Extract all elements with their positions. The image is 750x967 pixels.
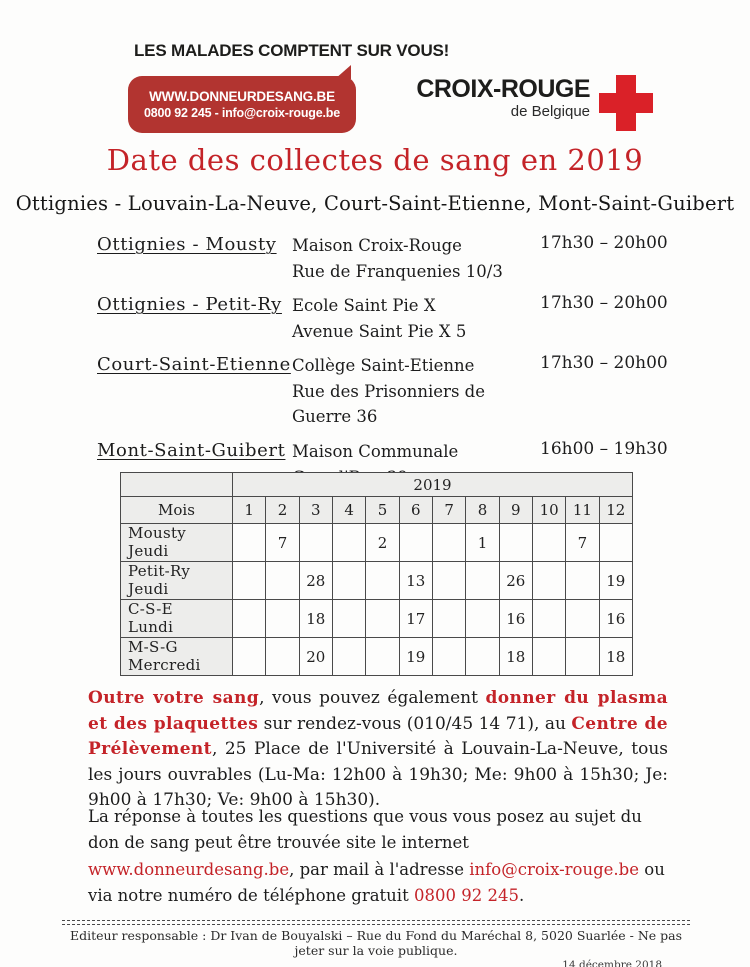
- highlighted-text: donner du plasma et des plaquettes: [88, 688, 668, 734]
- location-place: [292, 353, 540, 430]
- date-cell: 1: [466, 524, 499, 562]
- date-cell: [366, 600, 399, 638]
- month-number-cell: 8: [466, 497, 499, 524]
- location-place: [292, 233, 540, 284]
- date-cell: [532, 562, 565, 600]
- date-cell: [466, 600, 499, 638]
- date-cell: [233, 638, 266, 676]
- month-number-cell: 6: [399, 497, 432, 524]
- date-cell: [532, 600, 565, 638]
- banner-phone-email: 0800 92 245 - info@croix-rouge.be: [144, 106, 340, 120]
- date-cell: [532, 524, 565, 562]
- date-cell: 7: [566, 524, 599, 562]
- location-venue: Maison Croix-Rouge: [292, 236, 462, 255]
- highlighted-text: 0800 92 245: [413, 886, 519, 906]
- date-cell: 2: [366, 524, 399, 562]
- table-corner-cell: [121, 473, 233, 497]
- month-number-cell: 4: [332, 497, 365, 524]
- row-label-cell: Mousty Jeudi: [121, 524, 233, 562]
- red-cross-icon: [599, 75, 653, 131]
- date-cell: [332, 524, 365, 562]
- location-entry: [97, 233, 682, 284]
- date-cell: [299, 524, 332, 562]
- schedule-table: [120, 472, 633, 676]
- body-text: ou via notre numéro de téléphone gratuit: [88, 859, 665, 906]
- location-address: Avenue Saint Pie X 5: [292, 321, 467, 341]
- page-subtitle: Ottignies - Louvain-La-Neuve, Court-Saint-Etienne, Mont-Saint-Guibert: [15, 192, 735, 215]
- location-name: Ottignies - Mousty: [97, 234, 277, 255]
- date-cell: [332, 638, 365, 676]
- editor-line: Editeur responsable : Dr Ivan de Bouyalski – Rue du Fond du Maréchal 8, 5020 Suarlée - Ne pas jeter sur la voie publique.: [70, 928, 682, 958]
- banner-tail-shape: [335, 65, 351, 79]
- date-cell: [366, 638, 399, 676]
- date-cell: 28: [299, 562, 332, 600]
- date-cell: [432, 600, 465, 638]
- body-text: , par mail à l'adresse: [289, 859, 470, 879]
- footer: [62, 920, 690, 967]
- page-title: Date des collectes de sang en 2019: [106, 143, 644, 177]
- date-cell: [233, 562, 266, 600]
- date-cell: [233, 600, 266, 638]
- location-place: [292, 293, 540, 344]
- highlighted-text: www.donneurdesang.be: [88, 859, 290, 879]
- month-number-cell: 9: [499, 497, 532, 524]
- month-number-cell: 5: [366, 497, 399, 524]
- plasma-paragraph: [88, 686, 668, 814]
- red-banner: [128, 76, 356, 133]
- date-cell: 19: [599, 562, 632, 600]
- date-cell: 18: [499, 638, 532, 676]
- dashed-divider: [62, 920, 690, 925]
- body-text: .: [518, 886, 525, 906]
- location-name: Ottignies - Petit-Ry: [97, 294, 282, 316]
- date-cell: 18: [299, 600, 332, 638]
- date-cell: [466, 638, 499, 676]
- table-row: [121, 524, 633, 562]
- location-hours: 17h30 – 20h00: [540, 293, 668, 314]
- logo-text: [416, 77, 590, 120]
- date-cell: 16: [599, 600, 632, 638]
- table-row: [121, 638, 633, 676]
- month-number-cell: 1: [233, 497, 266, 524]
- date-cell: [432, 638, 465, 676]
- location-hours: 17h30 – 20h00: [540, 233, 668, 253]
- highlighted-text: info@croix-rouge.be: [469, 859, 640, 879]
- location-hours: 16h00 – 19h30: [540, 438, 668, 459]
- location-venue: Maison Communale: [292, 441, 459, 461]
- row-label-cell: M-S-G Mercredi: [121, 638, 233, 676]
- date-cell: 19: [399, 638, 432, 676]
- location-hours: 17h30 – 20h00: [540, 353, 668, 374]
- table-row: [121, 600, 633, 638]
- date-cell: 20: [299, 638, 332, 676]
- date-cell: [466, 562, 499, 600]
- row-label-cell: C-S-E Lundi: [121, 600, 233, 638]
- date-cell: 26: [499, 562, 532, 600]
- date-cell: [399, 524, 432, 562]
- highlighted-text: Centre de Prélèvement: [88, 713, 668, 759]
- date-cell: [332, 600, 365, 638]
- month-number-cell: 10: [532, 497, 565, 524]
- location-entry: [97, 293, 682, 344]
- date-cell: 17: [399, 600, 432, 638]
- body-text: , 25 Place de l'Université à Louvain-La-Neuve, tous les jours ouvrables (Lu-Ma: 12h00 à 19h30; Me: 9h00 à 15h30; Je: 9h00 à 17h30; Ve: 9h00 à 15h30).: [88, 739, 668, 810]
- banner-website: WWW.DONNEURDESANG.BE: [149, 89, 335, 104]
- date-cell: [266, 562, 299, 600]
- logo-name: CROIX-ROUGE: [416, 75, 590, 103]
- year-header-cell: 2019: [233, 473, 633, 497]
- date-cell: [432, 524, 465, 562]
- location-name: Mont-Saint-Guibert: [97, 439, 286, 461]
- date-cell: 13: [399, 562, 432, 600]
- location-venue: Collège Saint-Etienne: [292, 356, 475, 376]
- body-text: sur rendez-vous (010/45 14 71), au: [258, 713, 572, 734]
- location-venue: Ecole Saint Pie X: [292, 296, 436, 316]
- month-number-cell: 12: [599, 497, 632, 524]
- logo-subname: de Belgique: [510, 103, 590, 120]
- month-number-cell: 3: [299, 497, 332, 524]
- table-row: [121, 562, 633, 600]
- body-text: , vous pouvez également: [259, 688, 486, 708]
- month-header-cell: Mois: [121, 497, 233, 524]
- date-cell: [233, 524, 266, 562]
- location-address: Rue de Franquenies 10/3: [292, 261, 503, 281]
- tagline: LES MALADES COMPTENT SUR VOUS!: [134, 41, 450, 60]
- date-cell: [566, 562, 599, 600]
- date-cell: [532, 638, 565, 676]
- date-cell: [432, 562, 465, 600]
- body-text: La réponse à toutes les questions que vous vous posez au sujet du don de sang peut être trouvée site le internet: [88, 807, 642, 853]
- date-cell: [266, 638, 299, 676]
- date-cell: [599, 524, 632, 562]
- month-number-cell: 11: [566, 497, 599, 524]
- location-name: Court-Saint-Etienne: [97, 354, 291, 376]
- date-cell: [332, 562, 365, 600]
- month-number-cell: 7: [432, 497, 465, 524]
- document-date: 14 décembre 2018: [562, 959, 662, 967]
- contact-paragraph: [88, 804, 668, 910]
- location-entry: [97, 353, 682, 430]
- highlighted-text: Outre votre sang: [88, 688, 260, 708]
- locations-list: [97, 233, 682, 499]
- location-address: Rue des Prisonniers de Guerre 36: [292, 381, 485, 427]
- row-label-cell: Petit-Ry Jeudi: [121, 562, 233, 600]
- date-cell: 18: [599, 638, 632, 676]
- date-cell: [366, 562, 399, 600]
- date-cell: [566, 638, 599, 676]
- date-cell: [266, 600, 299, 638]
- croix-rouge-logo: [416, 77, 653, 131]
- date-cell: 16: [499, 600, 532, 638]
- date-cell: [499, 524, 532, 562]
- month-number-cell: 2: [266, 497, 299, 524]
- date-cell: [566, 600, 599, 638]
- date-cell: 7: [266, 524, 299, 562]
